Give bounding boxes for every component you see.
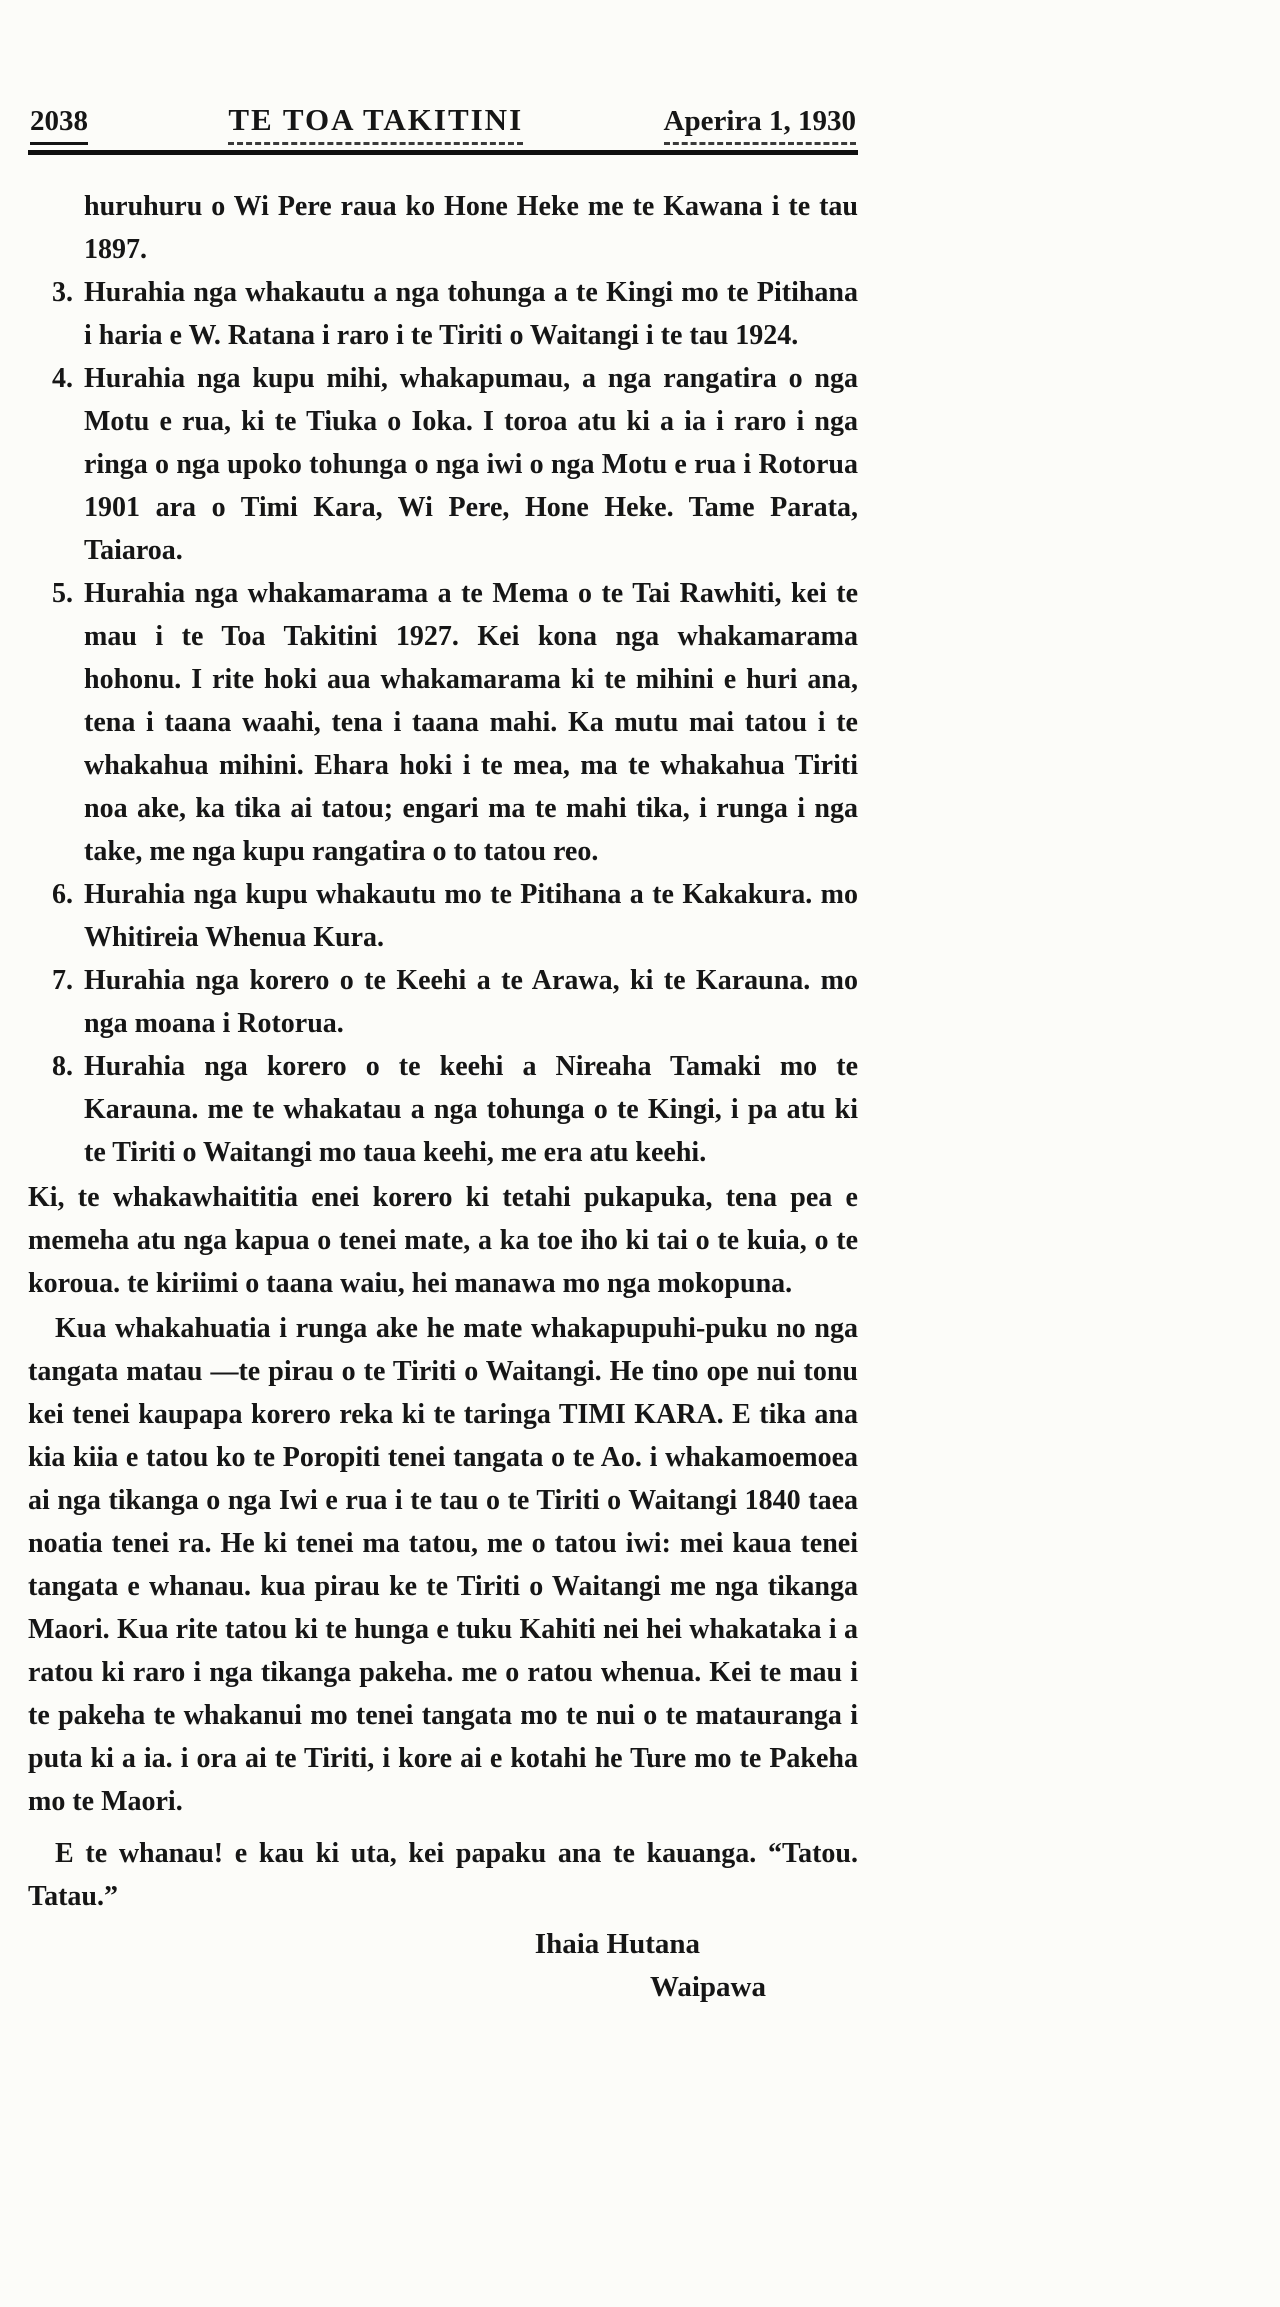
list-item-text: Hurahia nga whakamarama a te Mema o te Tai Rawhiti, kei te mau i te Toa Takitini 1927. Kei kona nga whakamarama hohonu. I rite hoki aua whakamarama ki te mihini e huri ana, tena i taana waahi, tena i taana mahi. Ka mutu mai tatou i te whakahua mihini. Ehara hoki i te mea, ma te whakahua Tiriti noa ake, ka tika ai tatou; engari ma te mahi tika, i runga i nga take, me nga kupu rangatira o to tatou reo.	[84, 578, 858, 867]
signature-name: Ihaia Hutana	[534, 1928, 700, 1960]
list-item-text: Hurahia nga kupu mihi, whakapumau, a nga rangatira o nga Motu e rua, ki te Tiuka o Ioka. I toroa atu ki a ia i raro i nga ringa o nga upoko tohunga o nga iwi o nga Motu e rua i Rotorua 1901 ara o Timi Kara, Wi Pere, Hone Heke. Tame Parata, Taiaroa.	[84, 363, 858, 566]
list-item	[28, 572, 858, 873]
body-paragraph: Ki, te whakawhaititia enei korero ki tetahi pukapuka, tena pea e memeha atu nga kapua o tenei mate, a ka toe iho ki tai o te kuia, o te koroua. te kiriimi o taana waiu, hei manawa mo nga mokopuna.	[28, 1182, 858, 1299]
list-item-text: Hurahia nga korero o te keehi a Nireaha Tamaki mo te Karauna. me te whakatau a nga tohunga o te Kingi, i pa atu ki te Tiriti o Waitangi mo taua keehi, me era atu keehi.	[84, 1051, 858, 1168]
text-column	[28, 0, 858, 2009]
list-item-number: 8.	[52, 1051, 73, 1082]
numbered-list	[28, 271, 858, 1174]
body-paragraph: E te whanau! e kau ki uta, kei papaku ana te kauanga. “Tatou. Tatau.”	[28, 1838, 858, 1912]
list-item	[28, 357, 858, 572]
list-item-text: Hurahia nga kupu whakautu mo te Pitihana a te Kakakura. mo Whitireia Whenua Kura.	[84, 879, 858, 953]
signature-block	[28, 1923, 858, 2009]
header-rule	[28, 150, 858, 155]
continuation-paragraph: huruhuru o Wi Pere raua ko Hone Heke me te Kawana i te tau 1897.	[84, 191, 858, 265]
list-item-number: 3.	[52, 277, 73, 308]
page-header	[28, 102, 858, 145]
masthead-title: TE TOA TAKITINI	[228, 102, 523, 145]
issue-date: Aperira 1, 1930	[664, 105, 857, 145]
list-item	[28, 271, 858, 357]
body-paragraph: Kua whakahuatia i runga ake he mate whakapupuhi-puku no nga tangata matau —te pirau o te Tiriti o Waitangi. He tino ope nui tonu kei tenei kaupapa korero reka ki te taringa TIMI KARA. E tika ana kia kiia e tatou ko te Poropiti tenei tangata o te Ao. i whakamoemoea ai nga tikanga o nga Iwi e rua i te tau o te Tiriti o Waitangi 1840 taea noatia tenei ra. He ki tenei ma tatou, me o tatou iwi: mei kaua tenei tangata e whanau. kua pirau ke te Tiriti o Waitangi me nga tikanga Maori. Kua rite tatou ki te hunga e tuku Kahiti nei hei whakataka i a ratou ki raro i nga tikanga pakeha. me o ratou whenua. Kei te mau i te pakeha te whakanui mo tenei tangata mo te nui o te matauranga i puta ki a ia. i ora ai te Tiriti, i kore ai e kotahi he Ture mo te Pakeha mo te Maori.	[28, 1313, 858, 1817]
list-item	[28, 1045, 858, 1174]
list-item-number: 6.	[52, 879, 73, 910]
list-item-number: 4.	[52, 363, 73, 394]
list-item-number: 7.	[52, 965, 73, 996]
list-item-number: 5.	[52, 578, 73, 609]
signature-place: Waipawa	[649, 1971, 766, 2003]
list-item-text: Hurahia nga whakautu a nga tohunga a te Kingi mo te Pitihana i haria e W. Ratana i raro i te Tiriti o Waitangi i te tau 1924.	[84, 277, 858, 351]
page-number: 2038	[30, 105, 88, 145]
list-item	[28, 873, 858, 959]
list-item	[28, 959, 858, 1045]
list-item-text: Hurahia nga korero o te Keehi a te Arawa, ki te Karauna. mo nga moana i Rotorua.	[84, 965, 858, 1039]
